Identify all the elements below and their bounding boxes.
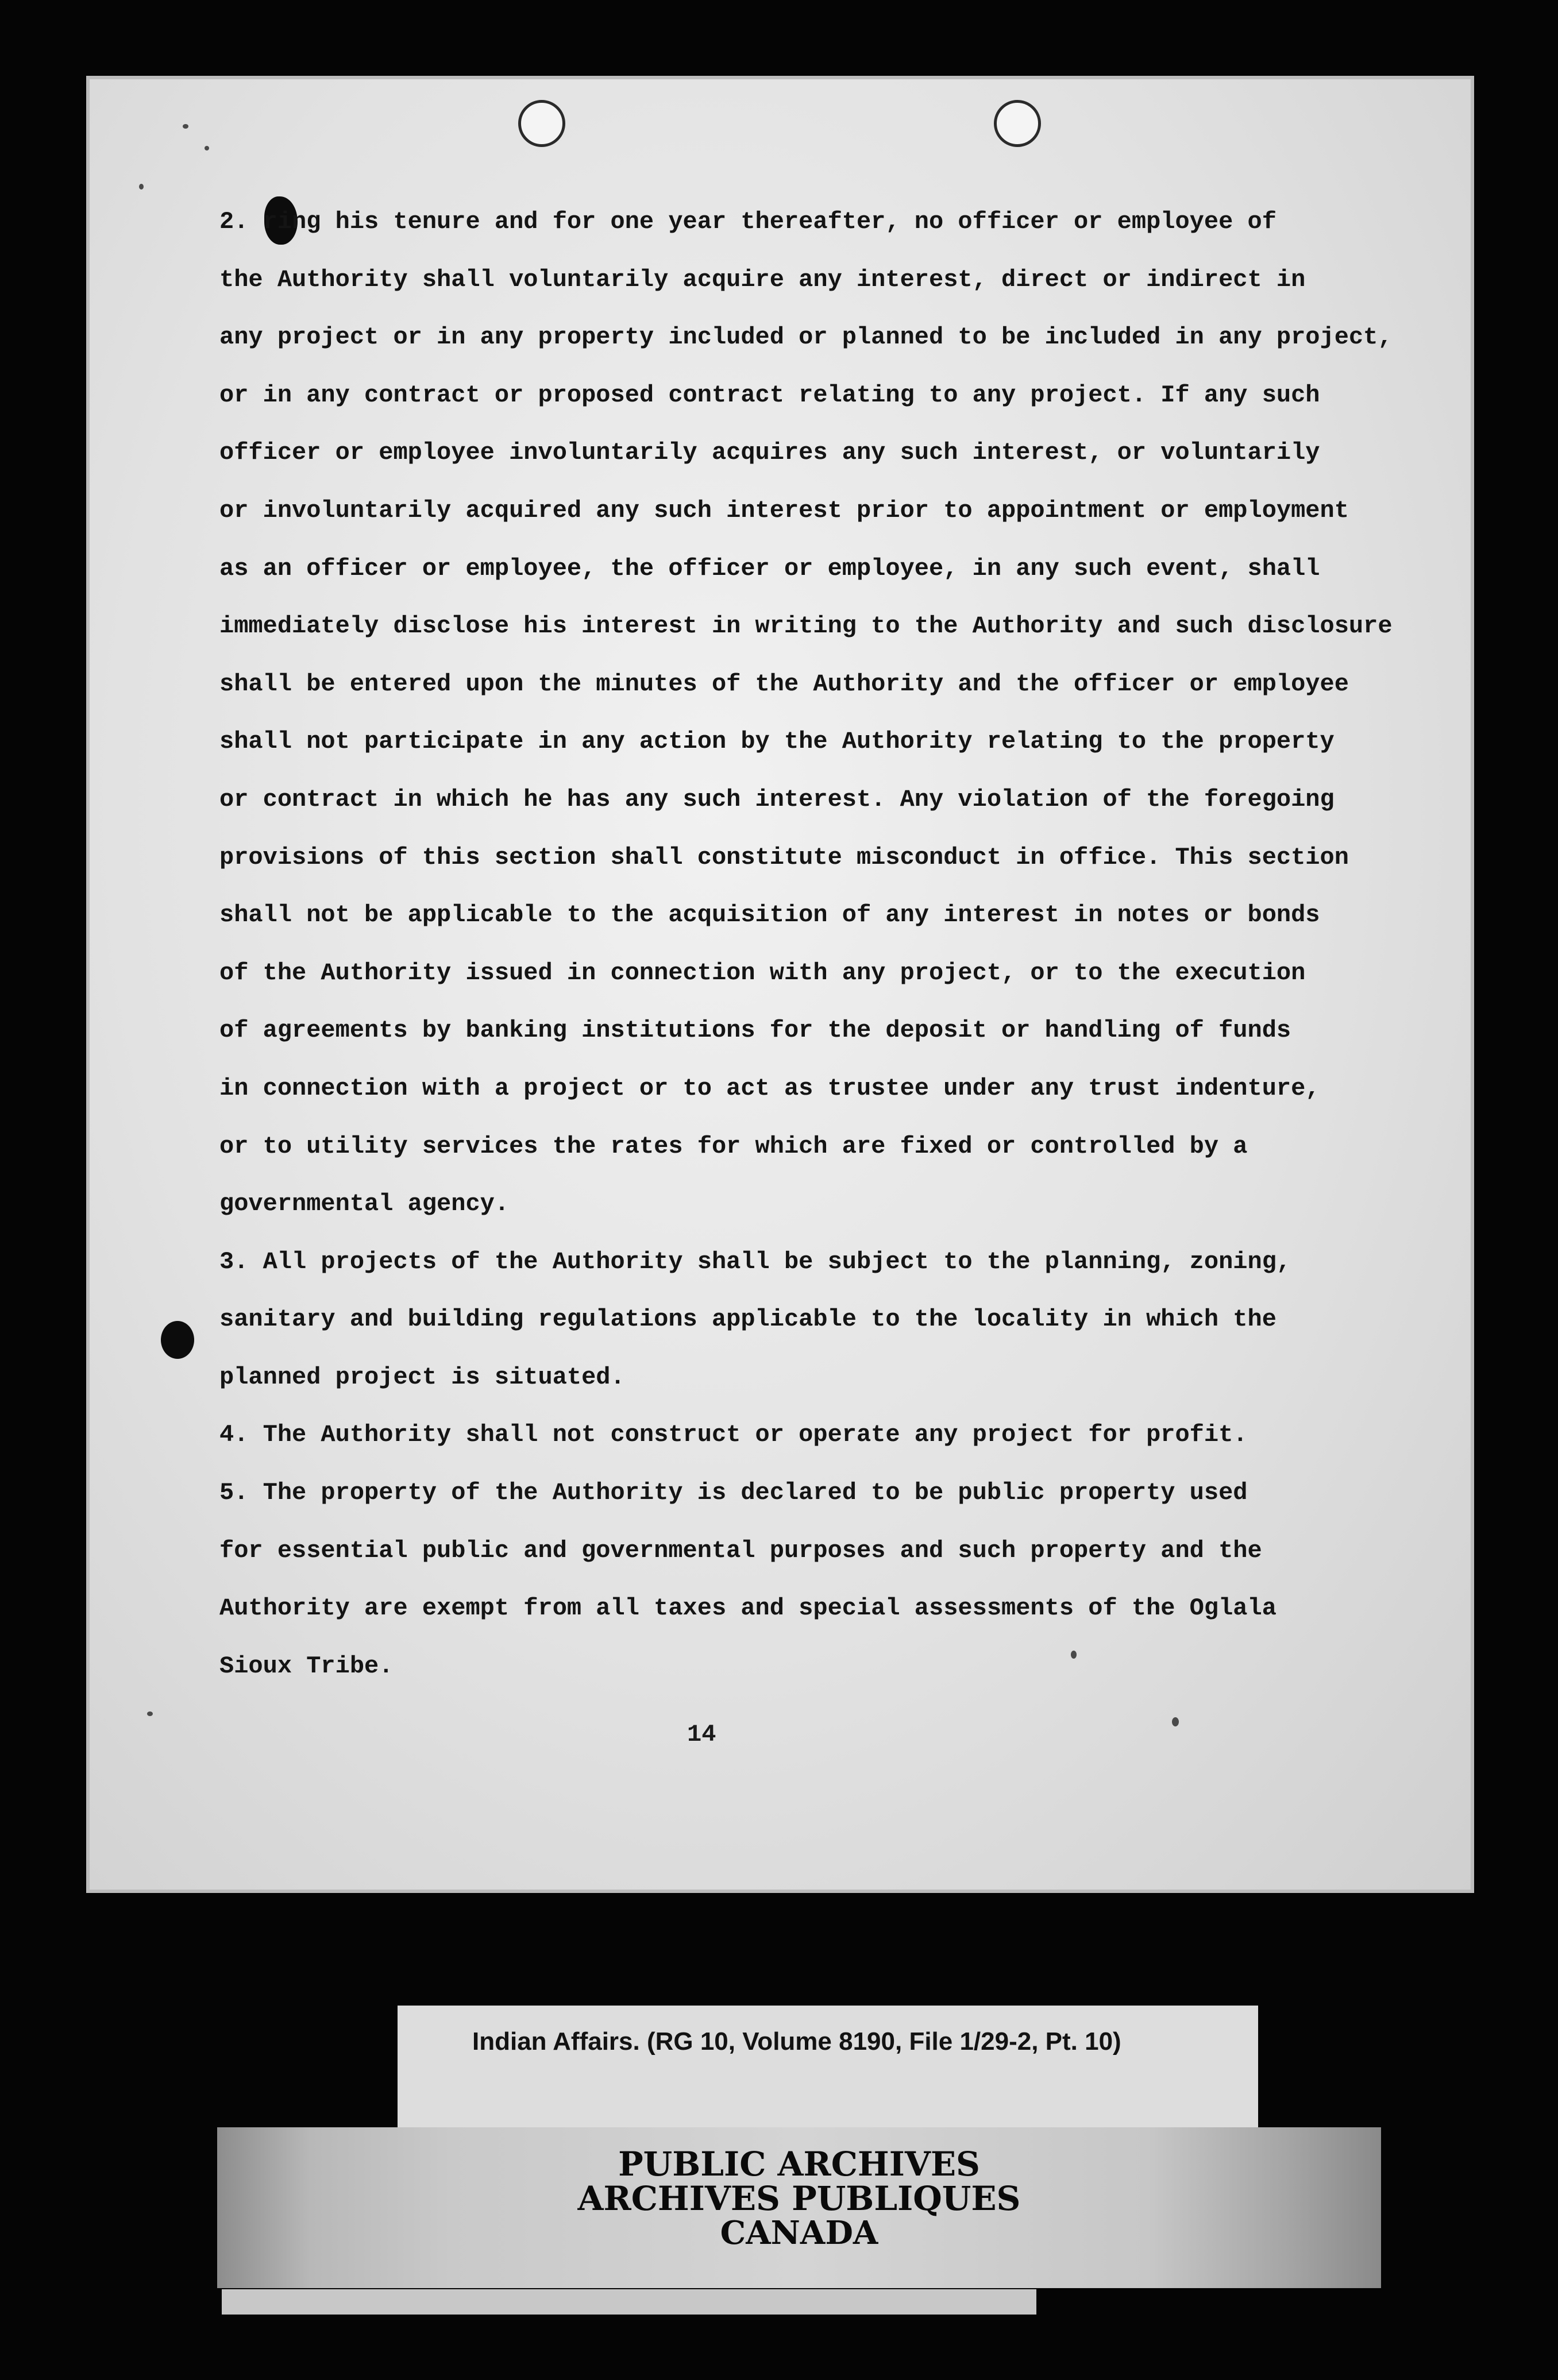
reference-label-card xyxy=(398,2006,1258,2133)
punch-hole-right xyxy=(994,100,1041,147)
dust-speck xyxy=(1172,1717,1179,1726)
text-line: sanitary and building regulations applicable to the locality in which the xyxy=(219,1305,1277,1334)
text-line: shall be entered upon the minutes of the Authority and the officer or employee xyxy=(219,670,1349,698)
document-page xyxy=(86,76,1474,1893)
stamp-line-french: ARCHIVES PUBLIQUES xyxy=(577,2179,1021,2218)
text-line: in connection with a project or to act as trustee under any trust indenture, xyxy=(219,1074,1320,1102)
text-line: of agreements by banking institutions for the deposit or handling of funds xyxy=(219,1017,1291,1045)
text-line: governmental agency. xyxy=(219,1190,510,1218)
stamp-tab xyxy=(222,2289,1036,2315)
text-line: or involuntarily acquired any such interest prior to appointment or employment xyxy=(219,496,1349,524)
dust-speck xyxy=(147,1711,153,1716)
text-line: immediately disclose his interest in writing to the Authority and such disclosure xyxy=(219,612,1393,640)
text-line: 4. The Authority shall not construct or operate any project for profit. xyxy=(219,1421,1248,1449)
text-line: provisions of this section shall constitute misconduct in office. This section xyxy=(219,843,1349,871)
text-line: 5. The property of the Authority is declared to be public property used xyxy=(219,1479,1248,1507)
text-line: or contract in which he has any such interest. Any violation of the foregoing xyxy=(219,785,1335,813)
text-line: Sioux Tribe. xyxy=(219,1652,394,1680)
dust-speck xyxy=(139,184,144,190)
dust-speck xyxy=(183,124,188,129)
text-line: or to utility services the rates for which are fixed or controlled by a xyxy=(219,1132,1248,1160)
text-line: shall not be applicable to the acquisition of any interest in notes or bonds xyxy=(219,901,1320,929)
text-line: any project or in any property included or planned to be included in any project, xyxy=(219,323,1393,351)
text-line: officer or employee involuntarily acquires any such interest, or voluntarily xyxy=(219,439,1320,467)
text-line: for essential public and governmental purposes and such property and the xyxy=(219,1536,1262,1564)
text-line: Authority are exempt from all taxes and special assessments of the Oglala xyxy=(219,1594,1277,1622)
text-line: shall not participate in any action by the Authority relating to the property xyxy=(219,728,1335,756)
stamp-line-country: CANADA xyxy=(720,2214,878,2252)
dust-speck xyxy=(205,146,209,150)
text-line: or in any contract or proposed contract relating to any project. If any such xyxy=(219,381,1320,409)
archive-stamp xyxy=(217,2127,1381,2288)
paragraph-2 xyxy=(219,193,1501,1233)
text-line: as an officer or employee, the officer or employee, in any such event, shall xyxy=(219,554,1320,582)
text-line: 3. All projects of the Authority shall be subject to the planning, zoning, xyxy=(219,1247,1291,1276)
text-line: of the Authority issued in connection with any project, or to the execution xyxy=(219,959,1306,987)
text-line: 2. ring his tenure and for one year thereafter, no officer or employee of xyxy=(219,208,1277,235)
paragraph-5 xyxy=(219,1464,1501,1695)
text-line: the Authority shall voluntarily acquire any interest, direct or indirect in xyxy=(219,265,1306,293)
ink-blot xyxy=(161,1321,194,1359)
paragraph-4 xyxy=(219,1406,1501,1464)
reference-label: Indian Affairs. (RG 10, Volume 8190, File 1/29-2, Pt. 10) xyxy=(472,2027,1121,2056)
page-number: 14 xyxy=(687,1721,716,1748)
paragraph-3 xyxy=(219,1233,1501,1407)
punch-hole-left xyxy=(518,100,565,147)
text-line: planned project is situated. xyxy=(219,1363,625,1391)
document-body xyxy=(219,193,1501,1695)
stamp-line-english: PUBLIC ARCHIVES xyxy=(618,2145,980,2184)
